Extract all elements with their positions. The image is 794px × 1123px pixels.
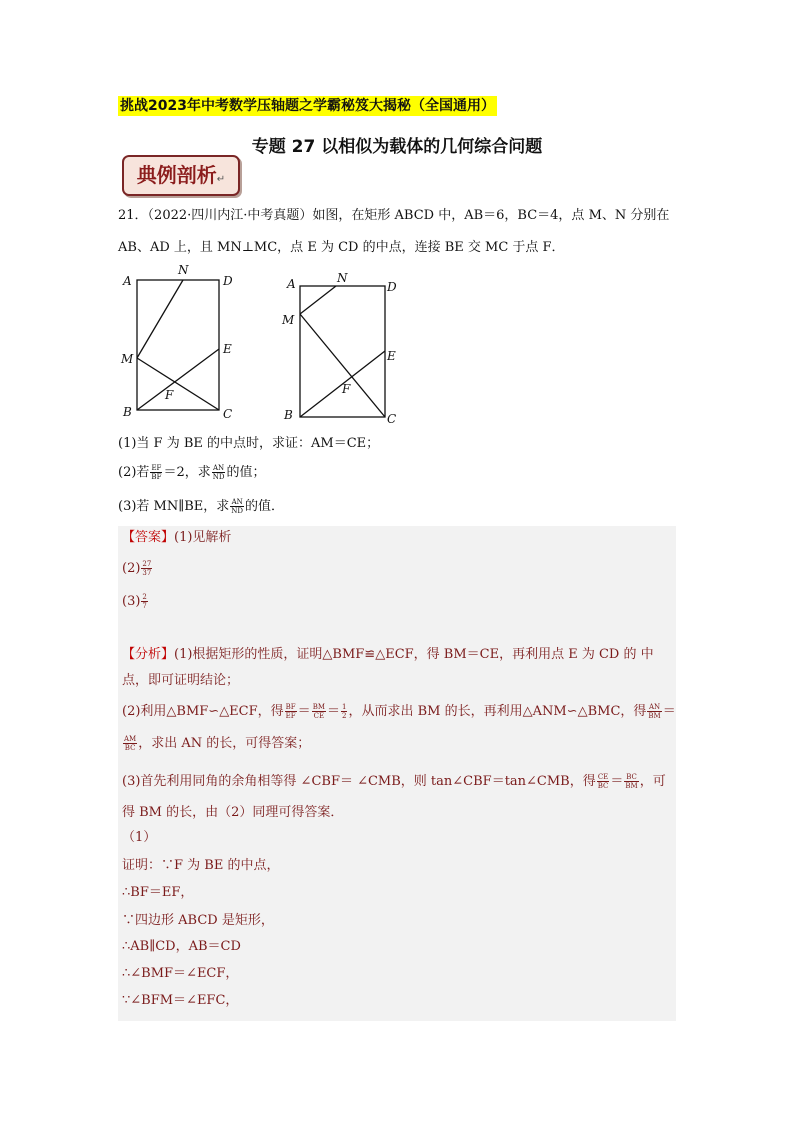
badge-label: 典例剖析 bbox=[136, 163, 217, 187]
equals-sign: ＝ bbox=[297, 704, 311, 719]
solution-line-5: ∴∠BMF＝∠ECF， bbox=[122, 966, 239, 981]
label-a-2: A bbox=[287, 277, 296, 291]
answer-2-fraction bbox=[141, 560, 152, 577]
label-d-1: D bbox=[223, 274, 233, 288]
figure-1 bbox=[137, 280, 219, 410]
sub2-middle: ＝2，求 bbox=[163, 465, 211, 480]
equals-sign: ＝ bbox=[662, 704, 676, 719]
fraction-numerator: 27 bbox=[142, 560, 152, 568]
equals-sign: ＝ bbox=[610, 774, 624, 789]
answer-tag: 【答案】 bbox=[122, 530, 175, 545]
label-m-1: M bbox=[121, 352, 134, 366]
analysis-line-6: 得 BM 的长，由（2）同理可得答案． bbox=[122, 805, 344, 820]
fraction-numerator: BM bbox=[312, 703, 325, 711]
series-title: 挑战2023年中考数学压轴题之学霸秘笈大揭秘（全国通用） bbox=[120, 98, 495, 114]
solution-line-1: 证明：∵F 为 BE 的中点， bbox=[122, 858, 280, 873]
answer-line-2 bbox=[122, 560, 153, 578]
label-d-2: D bbox=[387, 280, 397, 294]
solution-line-4: ∴AB∥CD，AB＝CD bbox=[122, 939, 241, 954]
analysis-line-2: 点，即可证明结论； bbox=[122, 673, 240, 688]
sub-question-2 bbox=[118, 464, 265, 482]
fraction-denominator: 2 bbox=[342, 712, 347, 720]
fraction-ef-bf bbox=[150, 464, 162, 481]
fraction-denominator: BC bbox=[124, 744, 136, 752]
fraction-bc-bm bbox=[624, 773, 638, 790]
analysis-text-1: (1)根据矩形的性质，证明△BMF≌△ECF，得 BM＝CE，再利用点 E 为 CD 的 中 bbox=[174, 647, 654, 662]
fraction-denominator: EF bbox=[285, 712, 296, 720]
fraction-numerator: 2 bbox=[142, 593, 147, 601]
section-badge bbox=[122, 155, 240, 196]
fraction-numerator: AN bbox=[213, 464, 225, 472]
question-line-2: AB、AD 上，且 MN⊥MC，点 E 为 CD 的中点，连接 BE 交 MC 于点 F． bbox=[118, 240, 565, 255]
segment-mc-2 bbox=[300, 314, 385, 417]
fraction-numerator: AM bbox=[124, 735, 137, 743]
solution-line-3: ∵四边形 ABCD 是矩形， bbox=[122, 913, 274, 928]
segment-be-1 bbox=[137, 349, 219, 410]
label-f-1: F bbox=[165, 388, 174, 402]
analysis-line-1 bbox=[122, 646, 654, 664]
fraction-bf-ef bbox=[285, 703, 297, 720]
analysis-tag: 【分析】 bbox=[122, 647, 175, 662]
fraction-denominator: BF bbox=[151, 473, 162, 481]
fraction-numerator: CE bbox=[597, 773, 609, 781]
fraction-numerator: BC bbox=[626, 773, 637, 781]
analysis-3-prefix: (2)利用△BMF∽△ECF，得 bbox=[122, 704, 284, 719]
analysis-5-prefix: (3)首先利用同角的余角相等得 ∠CBF＝ ∠CMB，则 tan∠CBF＝tan∠CMB，得 bbox=[122, 774, 596, 789]
sub-question-1: (1)当 F 为 BE 的中点时，求证：AM＝CE； bbox=[118, 436, 380, 451]
label-n-2: N bbox=[337, 271, 348, 285]
sub2-suffix: 的值； bbox=[226, 465, 266, 480]
analysis-5-suffix: ，可 bbox=[639, 774, 666, 789]
fraction-denominator: 37 bbox=[142, 569, 152, 577]
rectangle-abcd-1 bbox=[137, 280, 219, 410]
fraction-numerator: BF bbox=[285, 703, 296, 711]
solution-part-label: （1） bbox=[122, 830, 157, 845]
paragraph-mark-icon: ↵ bbox=[216, 174, 226, 185]
fraction-denominator: CE bbox=[313, 712, 325, 720]
answer-line-3 bbox=[122, 593, 149, 611]
segment-mn-1 bbox=[137, 280, 183, 358]
answer-3-prefix: (3) bbox=[122, 594, 141, 609]
answer-panel bbox=[118, 526, 676, 1021]
analysis-line-5 bbox=[122, 773, 666, 791]
fraction-numerator: AN bbox=[231, 498, 243, 506]
label-e-2: E bbox=[387, 349, 396, 363]
sub3-suffix: 的值． bbox=[245, 499, 285, 514]
fraction-numerator: EF bbox=[151, 464, 162, 472]
label-m-2: M bbox=[282, 313, 295, 327]
fraction-bm-ce bbox=[312, 703, 326, 720]
fraction-denominator: BC bbox=[597, 782, 609, 790]
sub2-prefix: (2)若 bbox=[118, 465, 150, 480]
answer-2-prefix: (2) bbox=[122, 561, 141, 576]
label-f-2: F bbox=[342, 382, 351, 396]
fraction-one-half bbox=[341, 703, 347, 720]
fraction-denominator: ND bbox=[231, 507, 244, 515]
fraction-an-bm bbox=[647, 703, 661, 720]
equals-sign: ＝ bbox=[327, 704, 341, 719]
fraction-an-nd bbox=[230, 498, 244, 515]
geometry-figures bbox=[110, 258, 430, 430]
label-a-1: A bbox=[123, 274, 132, 288]
analysis-line-4 bbox=[122, 735, 310, 753]
label-n-1: N bbox=[178, 263, 189, 277]
answer-1: (1)见解析 bbox=[174, 530, 232, 545]
fraction-denominator: BM bbox=[625, 782, 638, 790]
analysis-line-3 bbox=[122, 703, 676, 721]
answer-line-1 bbox=[122, 529, 231, 547]
fraction-denominator: ND bbox=[212, 473, 225, 481]
answer-3-fraction bbox=[141, 593, 147, 610]
label-b-1: B bbox=[123, 405, 132, 419]
segment-mn-2 bbox=[300, 286, 336, 314]
solution-line-2: ∴BF＝EF， bbox=[122, 885, 194, 900]
fraction-denominator: 7 bbox=[142, 602, 147, 610]
sub3-prefix: (3)若 MN∥BE，求 bbox=[118, 499, 230, 514]
fraction-am-bc bbox=[123, 735, 137, 752]
fraction-ce-bc bbox=[597, 773, 610, 790]
fraction-numerator: AN bbox=[648, 703, 661, 711]
fraction-an-nd bbox=[212, 464, 226, 481]
label-b-2: B bbox=[284, 408, 293, 422]
label-c-1: C bbox=[223, 407, 233, 421]
segment-mc-1 bbox=[137, 358, 219, 410]
analysis-4-text: ，求出 AN 的长，可得答案； bbox=[138, 736, 311, 751]
label-c-2: C bbox=[387, 412, 397, 426]
solution-line-6: ∵∠BFM＝∠EFC， bbox=[122, 993, 239, 1008]
label-e-1: E bbox=[223, 342, 232, 356]
analysis-3-middle: ，从而求出 BM 的长，再利用△ANM∽△BMC，得 bbox=[348, 704, 647, 719]
rectangle-abcd-2 bbox=[300, 286, 385, 417]
topic-title: 专题 27 以相似为载体的几何综合问题 bbox=[251, 137, 543, 157]
fraction-numerator: 1 bbox=[342, 703, 347, 711]
question-line-1: 21．（2022·四川内江·中考真题）如图，在矩形 ABCD 中，AB＝6，BC＝4，点 M、N 分别在 bbox=[118, 208, 670, 223]
sub-question-3 bbox=[118, 498, 284, 516]
fraction-denominator: BM bbox=[648, 712, 661, 720]
figure-2 bbox=[300, 286, 385, 417]
